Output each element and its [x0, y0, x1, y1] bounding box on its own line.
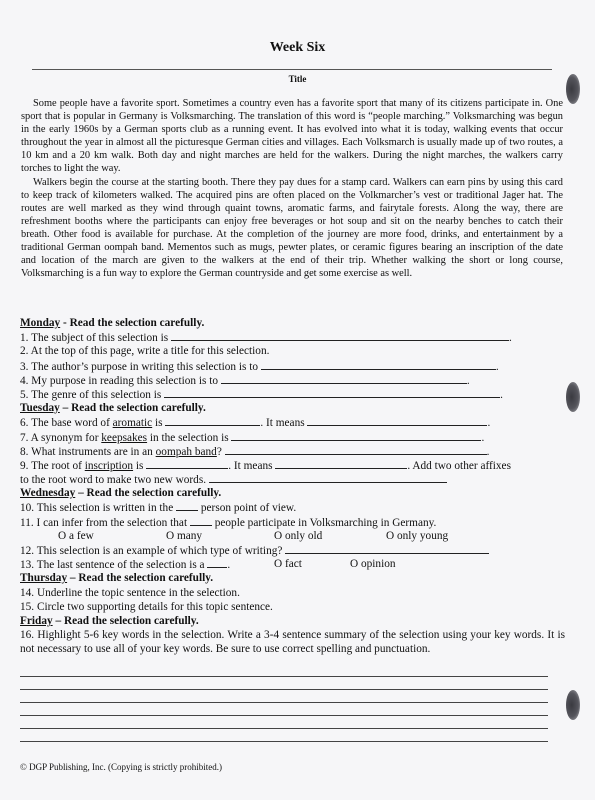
answer-blank-1[interactable] [171, 330, 509, 341]
writing-line[interactable] [20, 728, 548, 729]
writing-line[interactable] [20, 702, 548, 703]
question-3-text: 3. The author’s purpose in writing this selection is to [20, 360, 259, 373]
question-8-text-b: ? [216, 445, 222, 458]
question-6-word: aromatic [112, 417, 153, 430]
question-7: 7. A synonym for keepsakes in the selection is . [20, 431, 485, 444]
question-13 [20, 557, 565, 571]
question-6-text-c: . It means [260, 417, 305, 430]
answer-blank-11[interactable] [190, 515, 212, 526]
friday-heading [20, 614, 565, 628]
question-9-text-b: is [133, 459, 144, 472]
binder-hole-middle [566, 382, 580, 412]
answer-blank-9c[interactable] [209, 472, 447, 483]
question-5: 5. The genre of this selection is . [20, 388, 503, 401]
question-14 [20, 586, 565, 600]
answer-blank-3[interactable] [261, 359, 496, 370]
writing-line[interactable] [20, 689, 548, 690]
answer-blank-9a[interactable] [146, 458, 228, 469]
friday-instruction: – Read the selection carefully. [52, 614, 199, 627]
question-10-text-b: person point of view. [200, 502, 297, 515]
wednesday-label: Wednesday [20, 487, 76, 500]
option-opinion[interactable]: O opinion [350, 558, 396, 571]
question-16 [20, 628, 565, 656]
option-only-old[interactable]: O only old [274, 529, 323, 542]
question-12 [20, 543, 565, 557]
passage-paragraph-2: Walkers begin the course at the starting booth. There they pay dues for a stamp card. Walkers can earn pins by using this card to keep track of kilometers walked. The acquired pins are often placed on the Volkmarcher’s vest or traditional Jager hat. The routes are well marked as they wind through quaint towns, aromatic farms, and fairytale forests. Along the way, there are refreshment booths where the participants can enjoy free beverages or hot soup and sit on the nearby benches to catch their breath. Other food is available for purchase. At the completion of the journey are more food, drinks, and entertainment by a traditional German oompah band. Mementos such as mugs, pewter plates, or ceramic figures bearing an inscription of the date and location of the march are given to the walkers at the end of their trip. Whether walking the short or long course, Volksmarching is a fun way to explore the German countryside and get some exercise as well. [21, 176, 563, 280]
questions-section [20, 316, 565, 657]
question-6: 6. The base word of aromatic is . It means . [20, 417, 491, 430]
question-2-text: 2. At the top of this page, write a title for this selection. [20, 345, 270, 358]
question-12-text: 12. This selection is an example of which type of writing? [20, 545, 283, 557]
question-4: 4. My purpose in reading this selection is to . [20, 374, 470, 387]
writing-line[interactable] [20, 715, 548, 716]
question-9-continued [20, 472, 565, 486]
question-11-text-a: 11. I can infer from the selection that [20, 516, 188, 529]
option-only-young[interactable]: O only young [386, 529, 449, 542]
thursday-instruction: – Read the selection carefully. [67, 572, 214, 585]
question-11-text-b: people participate in Volksmarching in Germany. [214, 516, 437, 529]
question-7-word: keepsakes [101, 431, 148, 444]
question-9 [20, 458, 565, 472]
binder-hole-bottom [566, 690, 580, 720]
question-6-text-b: is [152, 417, 163, 430]
answer-blank-13[interactable] [207, 557, 227, 568]
question-9-word: inscription [84, 459, 134, 472]
monday-instruction: - Read the selection carefully. [60, 317, 205, 329]
tuesday-label: Tuesday [20, 402, 60, 415]
question-14-text: 14. Underline the topic sentence in the selection. [20, 586, 240, 599]
question-9-text-a: 9. The root of [20, 459, 85, 472]
question-11-options [20, 529, 565, 543]
question-11 [20, 515, 565, 529]
thursday-heading [20, 571, 565, 585]
answer-blank-5[interactable] [164, 387, 500, 398]
question-8: 8. What instruments are in an oompah band? . [20, 445, 490, 458]
answer-blank-6b[interactable] [307, 415, 487, 426]
question-8-word: oompah band [155, 445, 217, 458]
answer-blank-12[interactable] [285, 543, 489, 554]
answer-blank-7[interactable] [231, 430, 481, 441]
question-13-text-a: 13. The last sentence of the selection is a [20, 559, 205, 572]
passage-paragraph-1: Some people have a favorite sport. Sometimes a country even has a favorite sport that many of its citizens participate in. One sport that is popular in Germany is Volksmarching. The translation of this word is “people marching.” Volksmarching was begun in the early 1960s by a German sports club as a running event. It has evolved into what it is today, walking events that occur throughout the year in almost all the picturesque German cities and villages. Each Volksmarch is usually made up of two routes, a 10 km and a 20 km walk. Both day and night marches are held for the walkers. During the night marches, the walkers carry torches to light the way. [21, 98, 563, 175]
question-15-text: 15. Circle two supporting details for this topic sentence. [20, 600, 273, 613]
question-2 [20, 344, 565, 358]
wednesday-heading [20, 486, 565, 500]
question-1: 1. The subject of this selection is . [20, 332, 512, 345]
option-fact[interactable]: O fact [274, 558, 302, 571]
writing-line[interactable] [20, 741, 548, 742]
writing-line[interactable] [20, 676, 548, 677]
question-10 [20, 500, 565, 514]
copyright-notice: © DGP Publishing, Inc. (Copying is strictly prohibited.) [20, 762, 222, 772]
option-a-few[interactable]: O a few [58, 529, 94, 542]
tuesday-instruction: – Read the selection carefully. [59, 402, 206, 415]
answer-blank-6a[interactable] [165, 415, 260, 426]
question-15 [20, 600, 565, 614]
answer-blank-8[interactable] [225, 444, 487, 455]
question-3: 3. The author’s purpose in writing this selection is to . [20, 360, 499, 373]
reading-passage [21, 97, 563, 280]
question-9-text-e: to the root word to make two new words. [20, 474, 207, 487]
question-1-text: 1. The subject of this selection is [20, 332, 169, 345]
tuesday-heading [20, 401, 565, 415]
friday-label: Friday [20, 614, 53, 627]
title-label: Title [288, 74, 307, 84]
question-13-text-b: . [227, 559, 231, 572]
question-7-text-a: 7. A synonym for [20, 431, 102, 444]
question-8-text-a: 8. What instruments are in an [20, 445, 156, 458]
question-16-text: 16. Highlight 5-6 key words in the selection. Write a 3-4 sentence summary of the selection using your key words. It is not necessary to use all of your key words. Be sure to use correct spelling and punctuation. [20, 629, 565, 656]
question-10-text-a: 10. This selection is written in the [20, 502, 174, 515]
question-7-text-b: in the selection is [147, 431, 229, 444]
monday-label: Monday [20, 317, 61, 329]
option-many[interactable]: O many [166, 529, 203, 542]
title-write-line[interactable] [32, 69, 552, 70]
answer-blank-9b[interactable] [275, 458, 407, 469]
wednesday-instruction: – Read the selection carefully. [75, 487, 222, 500]
answer-blank-4[interactable] [221, 373, 467, 384]
question-5-text: 5. The genre of this selection is [20, 388, 162, 401]
thursday-label: Thursday [20, 572, 68, 585]
question-6-text-a: 6. The base word of [20, 417, 113, 430]
answer-blank-10[interactable] [176, 500, 198, 511]
question-4-text: 4. My purpose in reading this selection is to [20, 374, 218, 387]
monday-heading [20, 316, 565, 330]
question-9-text-d: . Add two other affixes [407, 459, 511, 472]
page-title: Week Six [269, 40, 326, 55]
question-9-text-c: . It means [228, 459, 273, 472]
